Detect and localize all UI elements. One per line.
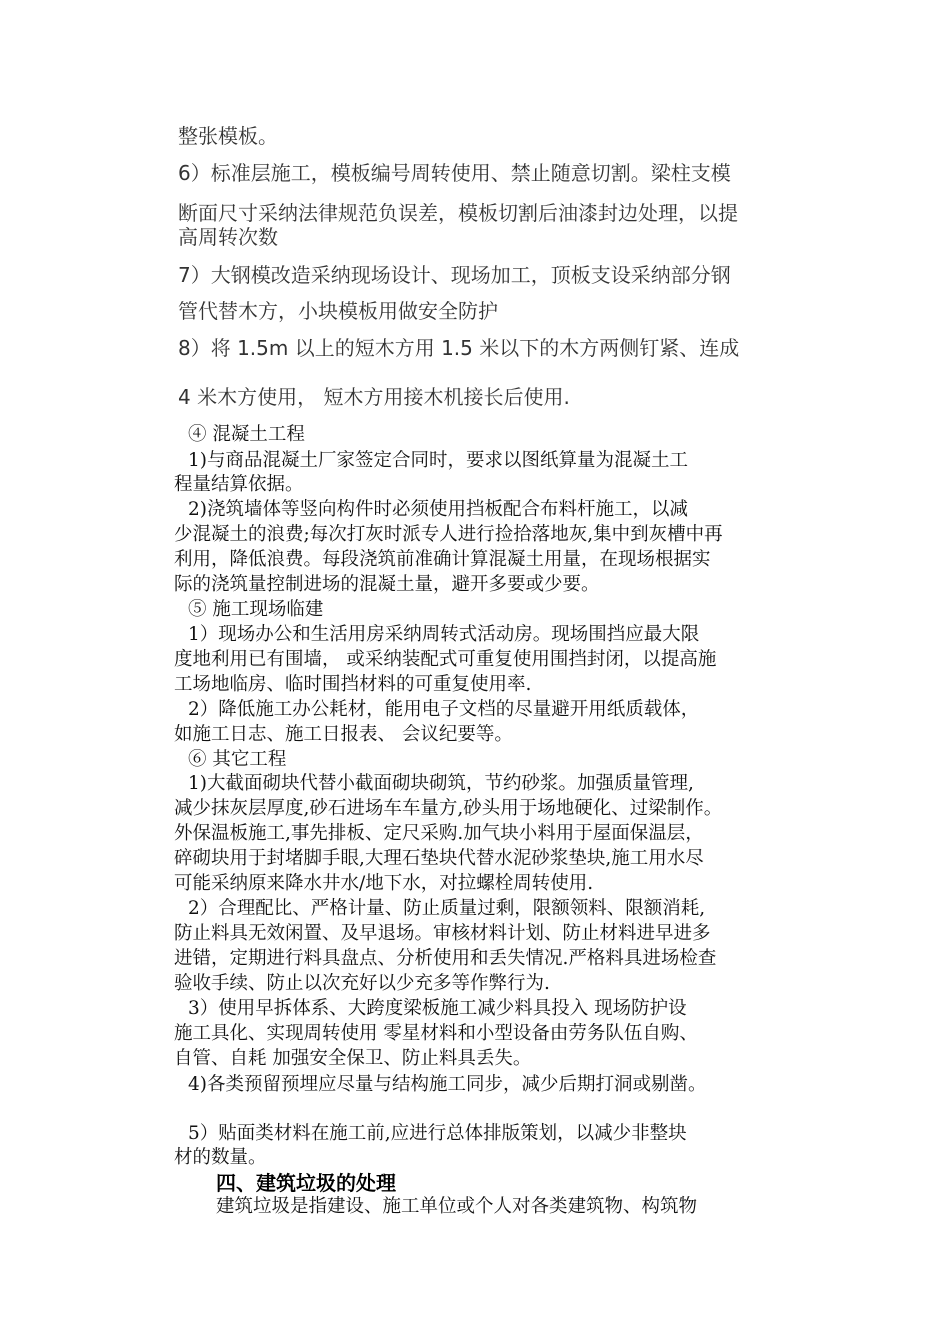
text-line: 施工具化、实现周转使用 零星材料和小型设备由劳务队伍自购、	[174, 1023, 698, 1044]
text-line: 际的浇筑量控制进场的混凝土量，避开多要或少要。	[174, 574, 600, 595]
text-line: 度地利用已有围墙， 或采纳装配式可重复使用围挡封闭，以提高施	[174, 649, 717, 670]
text-line: 1)大截面砌块代替小截面砌块砌筑，节约砂浆。加强质量管理,	[188, 773, 694, 794]
text-line: 管代替木方，小块模板用做安全防护	[178, 299, 498, 323]
text-line: 碎砌块用于封堵脚手眼,大理石垫块代替水泥砂浆垫块,施工用水尽	[174, 848, 704, 869]
text-line: 5）贴面类材料在施工前,应进行总体排版策划，以减少非整块	[188, 1123, 687, 1144]
text-line: 程量结算依据。	[174, 474, 304, 495]
text-line: 1）现场办公和生活用房采纳周转式活动房。现场围挡应最大限	[188, 624, 700, 645]
text-line: 2）降低施工办公耗材，能用电子文档的尽量避开用纸质载体，	[188, 699, 700, 720]
section-title-construction-waste: 四、建筑垃圾的处理	[216, 1171, 396, 1195]
text-line: 可能采纳原来降水井水/地下水，对拉螺栓周转使用.	[174, 873, 594, 894]
text-line: 4)各类预留预埋应尽量与结构施工同步，减少后期打洞或剔凿。	[188, 1074, 707, 1095]
text-line: 建筑垃圾是指建设、施工单位或个人对各类建筑物、构筑物	[216, 1196, 698, 1217]
text-line: 少混凝土的浪费;每次打灰时派专人进行捡拾落地灰,集中到灰槽中再	[174, 524, 723, 545]
text-line: 减少抹灰层厚度,砂石进场车车量方,砂头用于场地硬化、过梁制作。	[174, 798, 723, 819]
text-line: 8）将 1.5m 以上的短木方用 1.5 米以下的木方两侧钉紧、连成	[178, 336, 740, 360]
section-heading-other: ⑥ 其它工程	[188, 749, 287, 770]
section-heading-site-temporary: ⑤ 施工现场临建	[188, 599, 324, 620]
text-line: 7）大钢模改造采纳现场设计、现场加工，顶板支设采纳部分钢	[178, 263, 731, 287]
text-line: 材的数量。	[174, 1147, 267, 1168]
text-line: 3）使用早拆体系、大跨度梁板施工减少料具投入 现场防护设	[188, 998, 687, 1019]
text-line: 4 米木方使用， 短木方用接木机接长后使用.	[178, 385, 570, 409]
text-line: 自管、自耗 加强安全保卫、防止料具丢失。	[174, 1048, 532, 1069]
text-line: 防止料具无效闲置、及早退场。审核材料计划、防止材料进早进多	[174, 923, 711, 944]
text-line: 断面尺寸采纳法律规范负误差，模板切割后油漆封边处理，以提	[178, 201, 738, 225]
text-line: 外保温板施工,事先排板、定尺采购.加气块小料用于屋面保温层，	[174, 823, 704, 844]
text-line: 验收手续、防止以次充好以少充多等作弊行为.	[174, 973, 550, 994]
text-line: 如施工日志、施工日报表、 会议纪要等。	[174, 724, 513, 745]
text-line: 工场地临房、临时围挡材料的可重复使用率.	[174, 674, 532, 695]
section-heading-concrete: ④ 混凝土工程	[188, 424, 305, 445]
text-line: 1)与商品混凝土厂家签定合同时，要求以图纸算量为混凝土工	[188, 450, 688, 471]
text-line: 进错，定期进行料具盘点、分析使用和丢失情况.严格料具进场检查	[174, 948, 717, 969]
text-line: 整张模板。	[178, 124, 278, 148]
text-line: 高周转次数	[178, 225, 278, 249]
text-line: 利用，降低浪费。每段浇筑前准确计算混凝土用量，在现场根据实	[174, 549, 711, 570]
text-line: 6）标准层施工，模板编号周转使用、禁止随意切割。梁柱支模	[178, 161, 731, 185]
text-line: 2)浇筑墙体等竖向构件时必须使用挡板配合布料杆施工，以减	[188, 499, 688, 520]
text-line: 2）合理配比、严格计量、防止质量过剩，限额领料、限额消耗,	[188, 898, 706, 919]
